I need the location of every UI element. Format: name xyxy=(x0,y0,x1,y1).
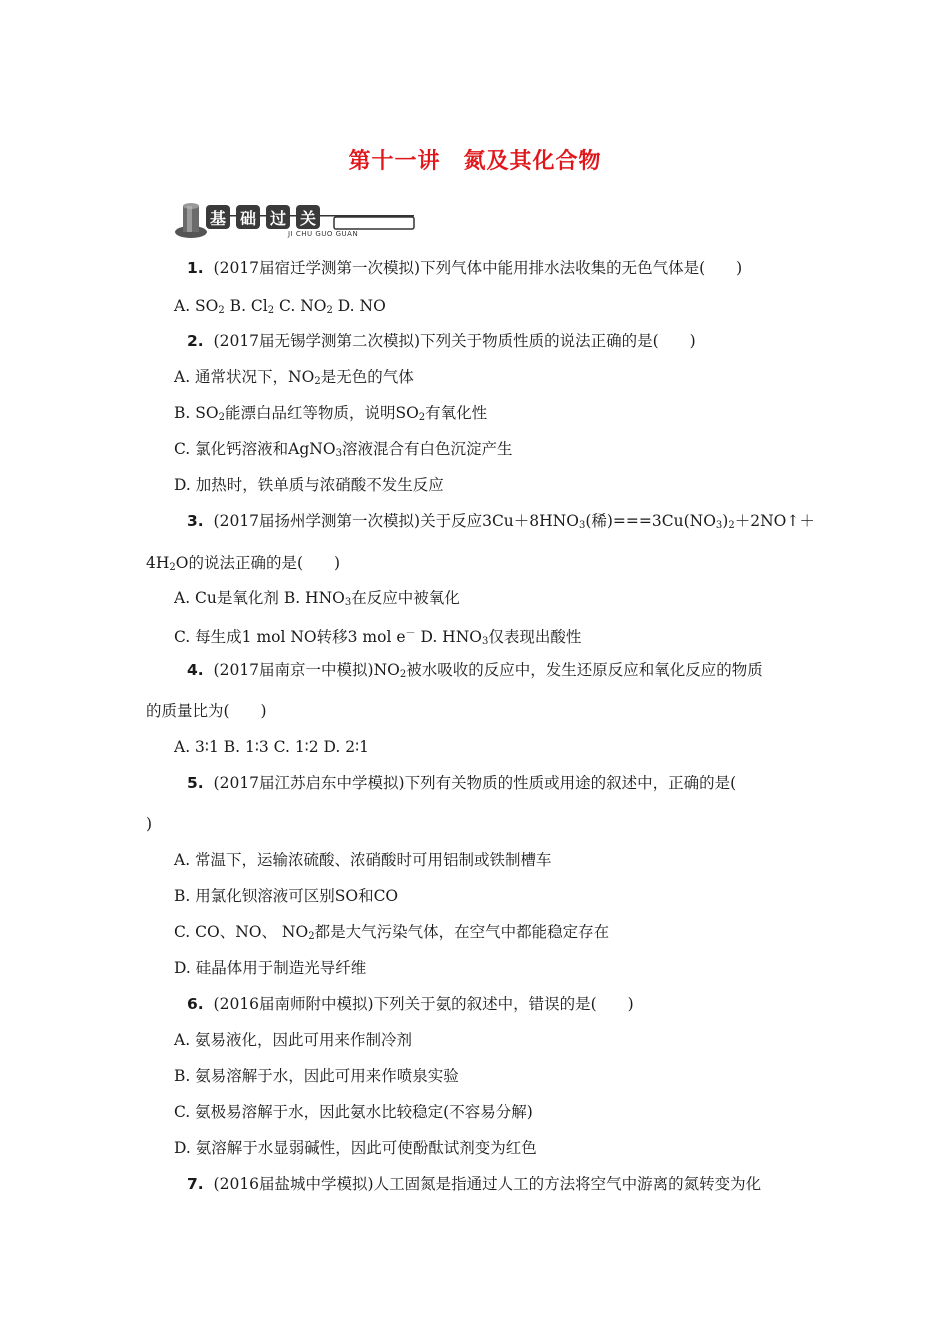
question-3-stem-cont: $4H_2O$的说法正确的是( ) xyxy=(146,554,341,573)
question-4-options: A. 3∶1 B. 1∶3 C. 1∶2 D. 2∶1 xyxy=(174,738,369,756)
section-char: 过 xyxy=(266,205,290,229)
page-title: 第十一讲 氮及其化合物 xyxy=(348,149,602,174)
section-char: 础 xyxy=(236,205,260,229)
question-3-stem: 3. (2017届扬州学测第一次模拟)关于反应$3Cu+8HNO_3$(稀)$===3Cu(NO_3)_2+2NO↑+$ xyxy=(187,512,815,531)
question-6-option-d: D. 氨溶解于水显弱碱性，因此可使酚酞试剂变为红色 xyxy=(174,1139,537,1157)
question-1-stem: 1. (2017届宿迁学测第一次模拟)下列气体中能用排水法收集的无色气体是( ) xyxy=(187,259,743,277)
question-6-option-c: C. 氨极易溶解于水，因此氨水比较稳定(不容易分解) xyxy=(174,1103,533,1121)
question-5-option-a: A. 常温下，运输浓硫酸、浓硝酸时可用铝制或铁制槽车 xyxy=(174,851,552,869)
question-2-option-d: D. 加热时，铁单质与浓硝酸不发生反应 xyxy=(174,476,444,494)
question-2-option-c: C. 氯化钙溶液和AgNO$_3$溶液混合有白色沉淀产生 xyxy=(174,440,513,459)
question-5-stem-cont: ) xyxy=(146,815,153,833)
question-5-option-d: D. 硅晶体用于制造光导纤维 xyxy=(174,959,367,977)
question-3-options-ab: A. Cu是氧化剂 B. $HNO_3$在反应中被氧化 xyxy=(174,589,460,608)
question-2-stem: 2. (2017届无锡学测第二次模拟)下列关于物质性质的说法正确的是( ) xyxy=(187,332,696,350)
question-3-options-cd: C. 每生成1 mol NO转移3 mol e－ D. $HNO_3$仅表现出酸性 xyxy=(174,628,582,647)
question-7-stem: 7. (2016届盐城中学模拟)人工固氮是指通过人工的方法将空气中游离的氮转变为化 xyxy=(187,1175,762,1193)
question-6-option-a: A. 氨易液化，因此可用来作制冷剂 xyxy=(174,1031,413,1049)
section-pinyin: JI CHU GUO GUAN xyxy=(288,230,359,238)
question-5-option-c: C. CO、NO、 $NO_2$都是大气污染气体，在空气中都能稳定存在 xyxy=(174,923,610,942)
question-5-stem: 5. (2017届江苏启东中学模拟)下列有关物质的性质或用途的叙述中，正确的是( xyxy=(187,774,737,792)
question-2-option-b: B. $SO_2$能漂白品红等物质，说明$SO_2$有氧化性 xyxy=(174,404,488,423)
question-4-stem-cont: 的质量比为( ) xyxy=(146,702,267,720)
section-header xyxy=(174,200,424,242)
question-2-option-a: A. 通常状况下，$NO_2$是无色的气体 xyxy=(174,368,414,387)
question-1-options: A. $SO_2$ B. $Cl_2$ C. $NO_2$ D. NO xyxy=(174,297,386,316)
section-char: 基 xyxy=(206,205,230,229)
section-char: 关 xyxy=(296,205,320,229)
question-5-option-b: B. 用氯化钡溶液可区别SO和CO xyxy=(174,887,399,905)
question-4-stem: 4. (2017届南京一中模拟)$NO_2$被水吸收的反应中，发生还原反应和氧化反应的物质 xyxy=(187,661,763,680)
question-6-option-b: B. 氨易溶解于水，因此可用来作喷泉实验 xyxy=(174,1067,459,1085)
question-6-stem: 6. (2016届南师附中模拟)下列关于氨的叙述中，错误的是( ) xyxy=(187,995,634,1013)
